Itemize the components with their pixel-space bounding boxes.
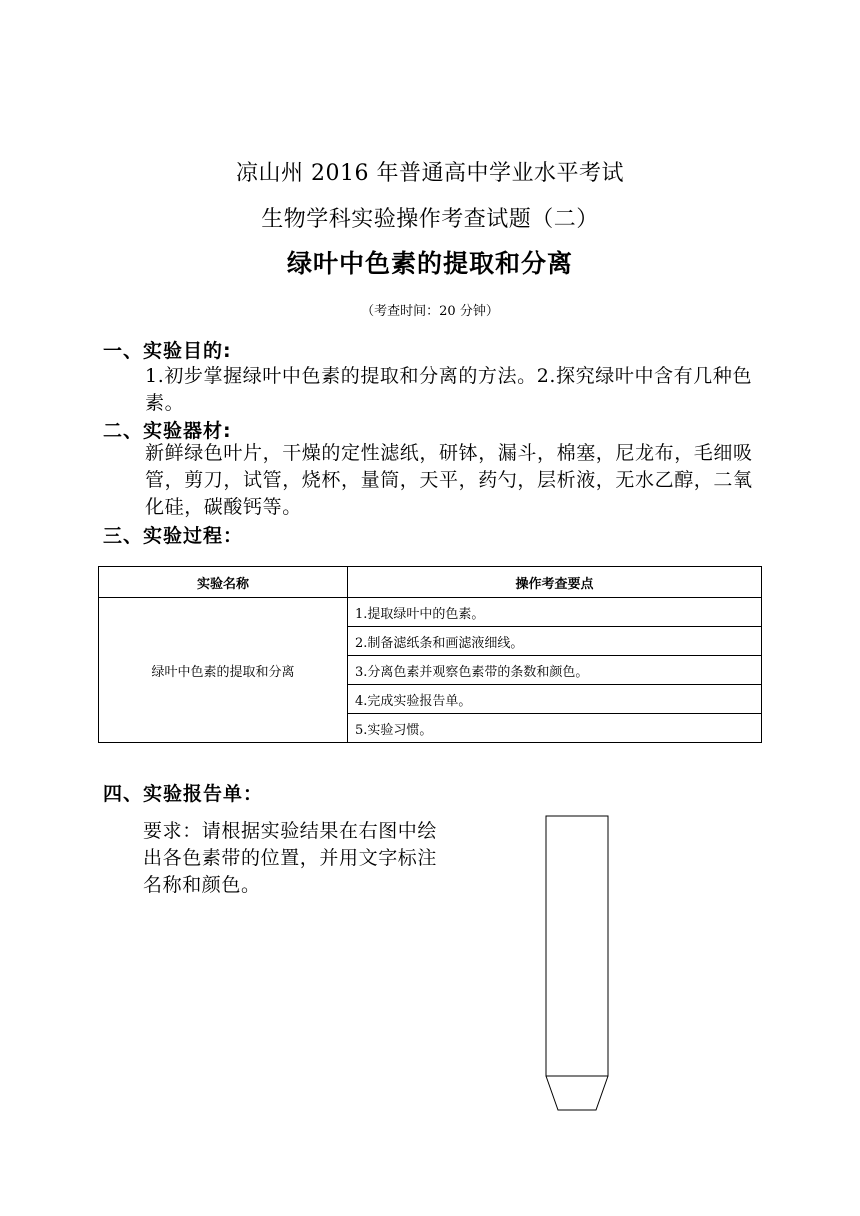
table-point-cell: 1.提取绿叶中的色素。 (348, 598, 762, 627)
table-header-points: 操作考查要点 (348, 567, 762, 598)
table-row (99, 598, 762, 627)
section-purpose-heading: 一、实验目的: (103, 340, 232, 362)
section-purpose-text: 1.初步掌握绿叶中色素的提取和分离的方法。2.探究绿叶中含有几种色素。 (145, 365, 753, 414)
section-materials-text: 新鲜绿色叶片，干燥的定性滤纸，研钵，漏斗，棉塞，尼龙布，毛细吸管，剪刀，试管，烧杯，量筒，天平，药勺，层析液，无水乙醇，二氧化硅，碳酸钙等。 (145, 442, 753, 518)
table-header-row (99, 567, 762, 598)
table-header-name: 实验名称 (99, 567, 348, 598)
section-report-heading: 四、实验报告单： (103, 783, 264, 805)
exam-duration: （考查时间：20 分钟） (361, 304, 499, 319)
filter-paper-strip-diagram (540, 810, 620, 1120)
table-point-cell: 4.完成实验报告单。 (348, 685, 762, 714)
report-requirement-text: 要求：请根据实验结果在右图中绘出各色素带的位置，并用文字标注名称和颜色。 (143, 820, 438, 896)
table-point-cell: 2.制备滤纸条和画滤液细线。 (348, 627, 762, 656)
exam-header-line1: 凉山州 2016 年普通高中学业水平考试 (236, 161, 624, 186)
filter-paper-tip (546, 1076, 608, 1110)
table-point-cell: 3.分离色素并观察色素带的条数和颜色。 (348, 656, 762, 685)
table-point-cell: 5.实验习惯。 (348, 714, 762, 743)
section-materials-heading: 二、实验器材: (103, 420, 232, 442)
exam-header-line2: 生物学科实验操作考查试题（二） (261, 207, 599, 232)
process-table (98, 566, 762, 743)
experiment-title: 绿叶中色素的提取和分离 (286, 249, 573, 278)
section-process-heading: 三、实验过程： (103, 525, 244, 547)
filter-paper-strip-body (546, 816, 608, 1076)
experiment-name-cell: 绿叶中色素的提取和分离 (99, 598, 348, 743)
